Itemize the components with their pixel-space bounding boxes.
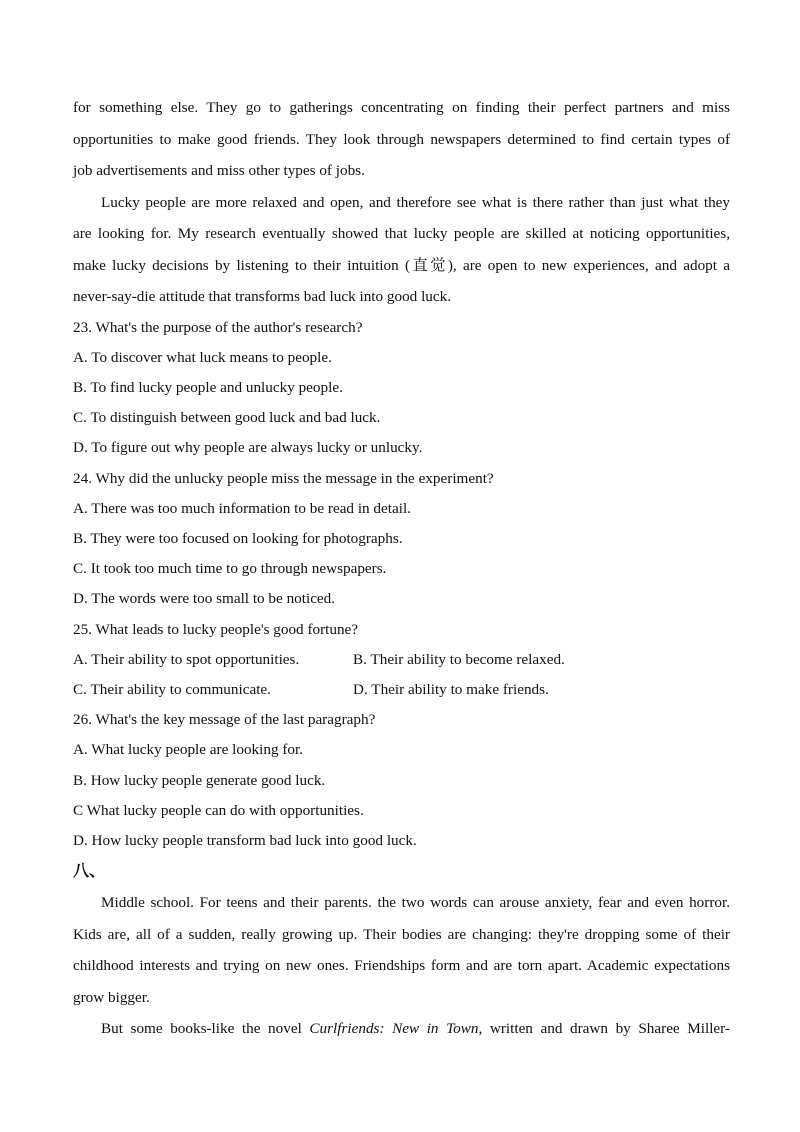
paragraph-line: job advertisements and miss other types of jobs. [73, 162, 365, 179]
option-c: C. To distinguish between good luck and bad luck. [73, 409, 381, 427]
question-stem: 26. What's the key message of the last paragraph? [73, 711, 376, 729]
paragraph-line: Middle school. For teens and their parents. the two words can arouse anxiety, fear and even horror. [101, 894, 730, 912]
paragraph-line: for something else. They go to gatherings concentrating on finding their perfect partners and miss [73, 99, 730, 116]
option-a: A. Their ability to spot opportunities. [73, 650, 300, 668]
section-heading: 八、 [73, 863, 106, 881]
option-b: B. Their ability to become relaxed. [353, 650, 565, 668]
option-c: C. It took too much time to go through newspapers. [73, 560, 387, 578]
book-title: Curlfriends: New in Town [309, 1020, 479, 1038]
paragraph-line: childhood interests and trying on new ones. Friendships form and are torn apart. Academic expectations [73, 957, 730, 975]
question-stem: 25. What leads to lucky people's good fortune? [73, 620, 359, 638]
option-b: B. To find lucky people and unlucky people. [73, 378, 343, 396]
option-b: B. How lucky people generate good luck. [73, 771, 326, 789]
option-a: A. There was too much information to be read in detail. [73, 499, 411, 517]
option-row [73, 645, 730, 675]
option-c: C What lucky people can do with opportunities. [73, 801, 364, 819]
option-d: D. The words were too small to be noticed. [73, 590, 336, 608]
option-a: A. What lucky people are looking for. [73, 741, 303, 759]
document-page [73, 92, 730, 1045]
paragraph-line: grow bigger. [73, 988, 150, 1006]
text-fragment: , written and drawn by Sharee Miller- [478, 1020, 730, 1038]
paragraph-line: are looking for. My research eventually showed that lucky people are skilled at noticing opportunities, [73, 225, 730, 242]
question-stem: 24. Why did the unlucky people miss the message in the experiment? [73, 469, 494, 487]
paragraph-line [73, 1013, 730, 1045]
paragraph-line: never-say-die attitude that transforms bad luck into good luck. [73, 288, 452, 305]
paragraph-line: Kids are, all of a sudden, really growing up. Their bodies are changing: they're dropping some of their [73, 925, 730, 943]
paragraph-line: make lucky decisions by listening to their intuition (直觉), are open to new experiences, and adopt a [73, 256, 730, 274]
option-c: C. Their ability to communicate. [73, 680, 271, 698]
option-row [73, 675, 730, 705]
text-fragment: But some books-like the novel [101, 1020, 310, 1038]
paragraph-line: opportunities to make good friends. They look through newspapers determined to find certain types of [73, 130, 730, 148]
option-d: D. Their ability to make friends. [353, 680, 549, 698]
option-a: A. To discover what luck means to people. [73, 348, 332, 366]
question-stem: 23. What's the purpose of the author's research? [73, 318, 363, 336]
option-d: D. How lucky people transform bad luck into good luck. [73, 831, 417, 849]
option-b: B. They were too focused on looking for photographs. [73, 529, 403, 547]
paragraph-line: Lucky people are more relaxed and open, and therefore see what is there rather than just what they [101, 193, 730, 211]
option-d: D. To figure out why people are always lucky or unlucky. [73, 439, 423, 457]
